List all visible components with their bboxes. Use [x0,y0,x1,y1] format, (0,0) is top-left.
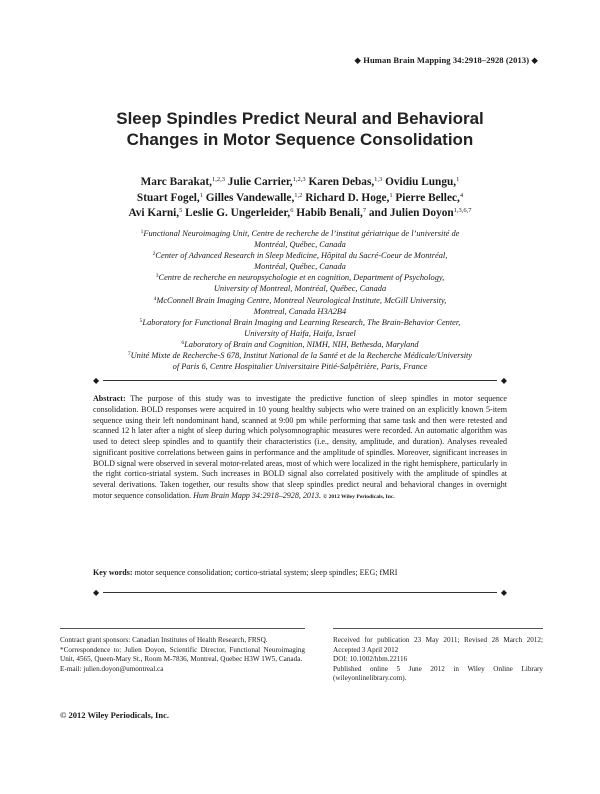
affiliation-number: 5 [139,317,143,324]
author-name: Richard D. Hoge, [305,191,390,204]
author-affil-sup: 6 [290,207,294,214]
running-header: ◆ Human Brain Mapping 34:2918–2928 (2013) ◆ [354,55,538,65]
author-name: Leslie G. Ungerleider, [185,207,291,219]
author-name: Avi Karni, [128,207,180,219]
affiliation [55,250,545,272]
author-affil-sup: 1,2,3 [292,176,306,183]
author-line-3 [60,206,540,222]
keywords-text: motor sequence consolidation; cortico-striatal system; sleep spindles; EEG; fMRI [134,568,398,577]
author-name: and Julien Doyon [368,207,454,219]
title-line-1: Sleep Spindles Predict Neural and Behavioral [116,109,484,128]
author-name: Marc Barakat, [140,176,212,188]
affiliation [55,295,545,317]
affiliation [55,339,545,350]
grant-sponsors: Contract grant sponsors: Canadian Institutes of Health Research, FRSQ. [60,636,268,644]
author-affil-sup: 1,2 [294,191,303,199]
affiliation-number: 6 [181,339,185,346]
author-affil-sup: 7 [362,207,367,214]
footnote-rule-right [333,628,543,629]
page-copyright: © 2012 Wiley Periodicals, Inc. [60,710,169,720]
diamond-ornament-icon: ◆ [93,588,100,597]
author-affil-sup: 1,2,3 [211,176,225,183]
footnotes-left [60,636,305,674]
abstract-label: Abstract: [93,394,126,403]
author-name: Stuart Fogel, [136,191,200,204]
affiliation-number: 1 [140,229,144,235]
rule-line [103,592,497,593]
affiliation-line: University of Montreal, Montréal, Québec, Canada [213,284,387,294]
author-affil-sup: 1,3,6,7 [453,207,472,214]
abstract [93,394,507,503]
affiliation-line: University of Haifa, Haifa, Israel [244,328,356,338]
abstract-citation: Hum Brain Mapp 34:2918–2928, 2013. [193,490,321,500]
email-link[interactable]: E-mail: julien.doyon@umontreal.ca [60,664,164,673]
affiliation-line: of Paris 6, Centre Hospitalier Universitaire Pitié-Salpêtrière, Paris, France [172,362,428,372]
author-affil-sup: 1,3 [374,176,383,183]
affiliation [55,317,545,339]
author-name: Gilles Vandewalle, [205,191,295,204]
author-affil-sup: 5 [179,207,183,214]
correspondence: *Correspondence to: Julien Doyon, Scientific Director, Functional Neuroimaging Unit, 4565, Queen-Mary St., Room M-7836, Montreal, Quebec H3W 1W5, Canada. [60,645,305,664]
affiliation-line: Functional Neuroimaging Unit, Centre de recherche de l’institut gériatrique de l’université de [143,229,460,238]
section-rule-bottom [93,588,507,598]
doi-link[interactable]: DOI: 10.1002/hbm.22116 [333,655,408,664]
affiliation-line: McConnell Brain Imaging Centre, Montreal Neurological Institute, McGill University, [156,295,447,305]
affiliation-number: 3 [155,273,159,280]
affiliation-line: Montréal, Québec, Canada [254,262,346,272]
affiliation [55,272,545,294]
abstract-text: The purpose of this study was to investigate the predictive function of sleep spindles in motor sequence consolidation. BOLD responses were acquired in 10 young healthy subjects who were trained on an explicitly known 5-item sequence using their left nondominant hand, scanned at 9:00 pm while performing that same task and then were retested and scanned 12 h later after a night of sleep during which polysomnographic measures were recorded. An automatic algorithm was used to detect sleep spindles and to quantify their characteristics (i.e., density, amplitude, and duration). Analyses revealed significant positive correlations between gains in performance and the amplitude of spindles. Moreover, significant increases in BOLD signal were observed in several motor-related areas, most of which were localized in the right hemisphere, particularly in the right cortico-striatal system. Such increases in BOLD signal also correlated positively with the amplitude of spindles at several derivations. Taken together, our results show that sleep spindles predict neural and behavioral changes in overnight motor sequence consolidation. [93,394,507,500]
published-online: Published online 5 June 2012 in Wiley Online Library (wileyonlinelibrary.com). [333,664,543,683]
affiliation-line: Centre de recherche en neuropsychologie et en cognition, Department of Psychology, [158,273,445,283]
title-line-2: Changes in Motor Sequence Consolidation [126,130,474,149]
abstract-copyright: © 2012 Wiley Periodicals, Inc. [323,493,395,500]
affiliation-number: 7 [127,351,131,358]
footnotes-right [333,636,543,684]
author-name: Pierre Bellec, [395,191,460,204]
affiliation-line: Center of Advanced Research in Sleep Medicine, Hôpital du Sacré-Coeur de Montréal, [155,251,448,261]
footnote-rule-left [60,628,305,629]
author-name: Karen Debas, [308,176,375,188]
author-affil-sup: 1 [199,191,203,199]
rule-line [103,380,497,381]
author-affil-sup: 1 [456,176,460,183]
diamond-ornament-icon: ◆ [500,588,507,597]
author-name: Ovidiu Lungu, [385,176,457,188]
diamond-ornament-icon: ◆ [500,376,507,385]
affiliation [55,350,545,372]
affiliation-line: Montreal, Canada H3A2B4 [253,306,347,316]
affiliation-line: Laboratory of Brain and Cognition, NIMH, NIH, Bethesda, Maryland [184,339,419,349]
author-name: Habib Benali, [296,207,363,219]
affiliation-list [55,228,545,372]
author-affil-sup: 4 [459,191,464,199]
author-line-1 [60,175,540,191]
publication-dates: Received for publication 23 May 2011; Revised 28 March 2012; Accepted 3 April 2012 [333,636,543,654]
author-affil-sup: 1 [389,191,393,199]
affiliation-number: 2 [152,251,156,258]
affiliation [55,228,545,250]
affiliation-line: Laboratory for Functional Brain Imaging and Learning Research, The Brain-Behavior Center, [142,317,461,327]
diamond-ornament-icon: ◆ [93,376,100,385]
keywords [93,568,507,579]
author-list [60,175,540,222]
section-rule-top [93,376,507,386]
keywords-label: Key words: [93,568,133,577]
author-line-2 [60,191,540,207]
affiliation-line: Montréal, Québec, Canada [254,240,346,250]
paper-title [60,108,540,150]
author-name: Julie Carrier, [227,176,293,188]
affiliation-line: Unité Mixte de Recherche-S 678, Institut National de la Santé et de la Recherche Médicale/University [130,351,473,361]
affiliation-number: 4 [153,295,157,302]
